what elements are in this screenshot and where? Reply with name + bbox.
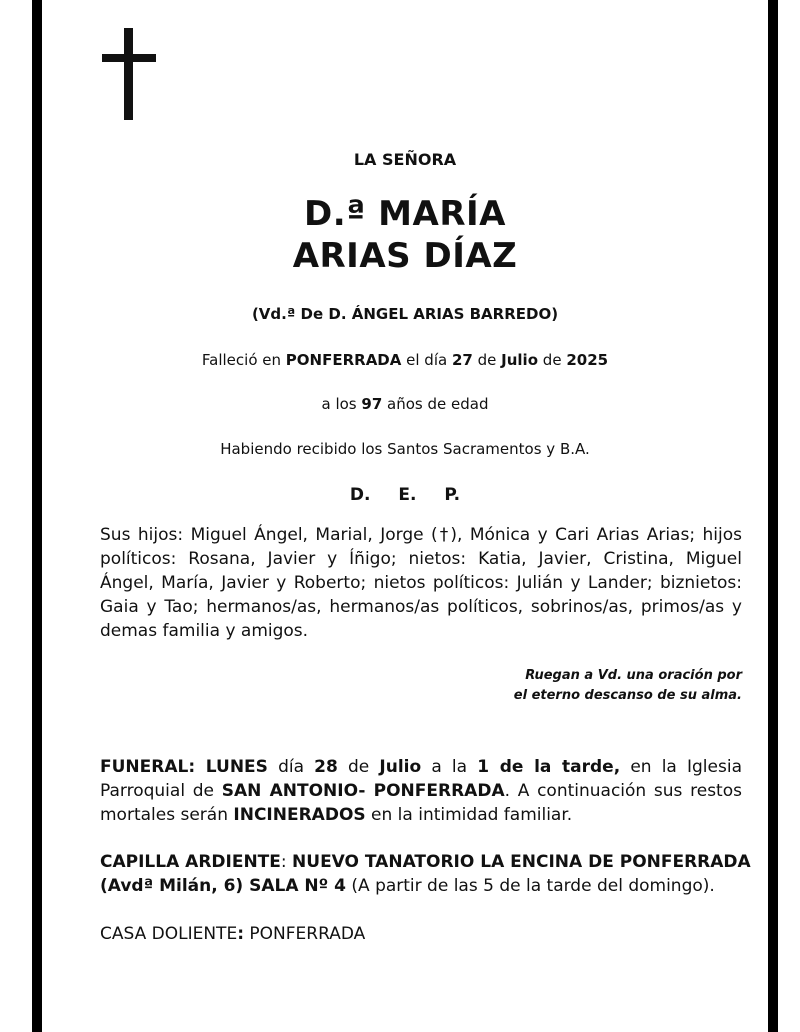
church-name: SAN ANTONIO- PONFERRADA (221, 781, 505, 801)
age-years: 97 (361, 395, 383, 413)
death-month: Julio (501, 351, 539, 369)
casa-doliente: CASA DOLIENTE: PONFERRADA (100, 924, 366, 944)
death-info: Falleció en PONFERRADA el día 27 de Julio de 2025 (201, 351, 609, 369)
capilla-ardiente: CAPILLA ARDIENTE: NUEVO TANATORIO LA ENCINA DE PONFERRADA (Avdª Milán, 6) SALA Nº 4 (A partir de las 5 de la tarde del domingo). (100, 852, 751, 896)
widow-of: (Vd.ª De D. ÁNGEL ARIAS BARREDO) (251, 305, 559, 323)
name-line-2: ARIAS DÍAZ (292, 236, 518, 276)
sacraments: Habiendo recibido los Santos Sacramentos y B.A. (220, 440, 590, 458)
death-year: 2025 (566, 351, 609, 369)
deceased-name (42, 193, 768, 277)
obituary-page (42, 0, 768, 1032)
death-day: 27 (451, 351, 473, 369)
capilla-place: NUEVO TANATORIO LA ENCINA DE PONFERRADA (Avdª Milán, 6) SALA Nº 4 (100, 852, 751, 896)
family-list: Sus hijos: Miguel Ángel, Marial, Jorge (†), Mónica y Cari Arias Arias; hijos políticos: Rosana, Javier y Íñigo; nietos: Katia, Javier, Cristina, Miguel Ángel, María, Javier y Roberto; nietos políticos: Julián y Lander; biznietos: Gaia y Tao; hermanos/as, hermanos/as políticos, sobrinos/as, primos/as y demas familia y amigos. (100, 525, 742, 641)
death-place: PONFERRADA (285, 351, 402, 369)
right-border (768, 0, 778, 1032)
cross-icon (102, 28, 156, 120)
name-line-1: D.ª MARÍA (304, 194, 506, 234)
prayer-request: Ruegan a Vd. una oración por el eterno descanso de su alma. (513, 668, 742, 703)
funeral-label: FUNERAL: LUNES (100, 757, 268, 777)
age-info: a los 97 años de edad (321, 395, 489, 413)
dep-label: D. E. P. (349, 485, 461, 505)
senora-label: LA SEÑORA (353, 150, 457, 169)
left-border (32, 0, 42, 1032)
funeral-info: FUNERAL: LUNES día 28 de Julio a la 1 de la tarde, en la Iglesia Parroquial de SAN ANTONIO- PONFERRADA. A continuación sus restos mortales serán INCINERADOS en la intimidad familiar. (100, 757, 742, 825)
